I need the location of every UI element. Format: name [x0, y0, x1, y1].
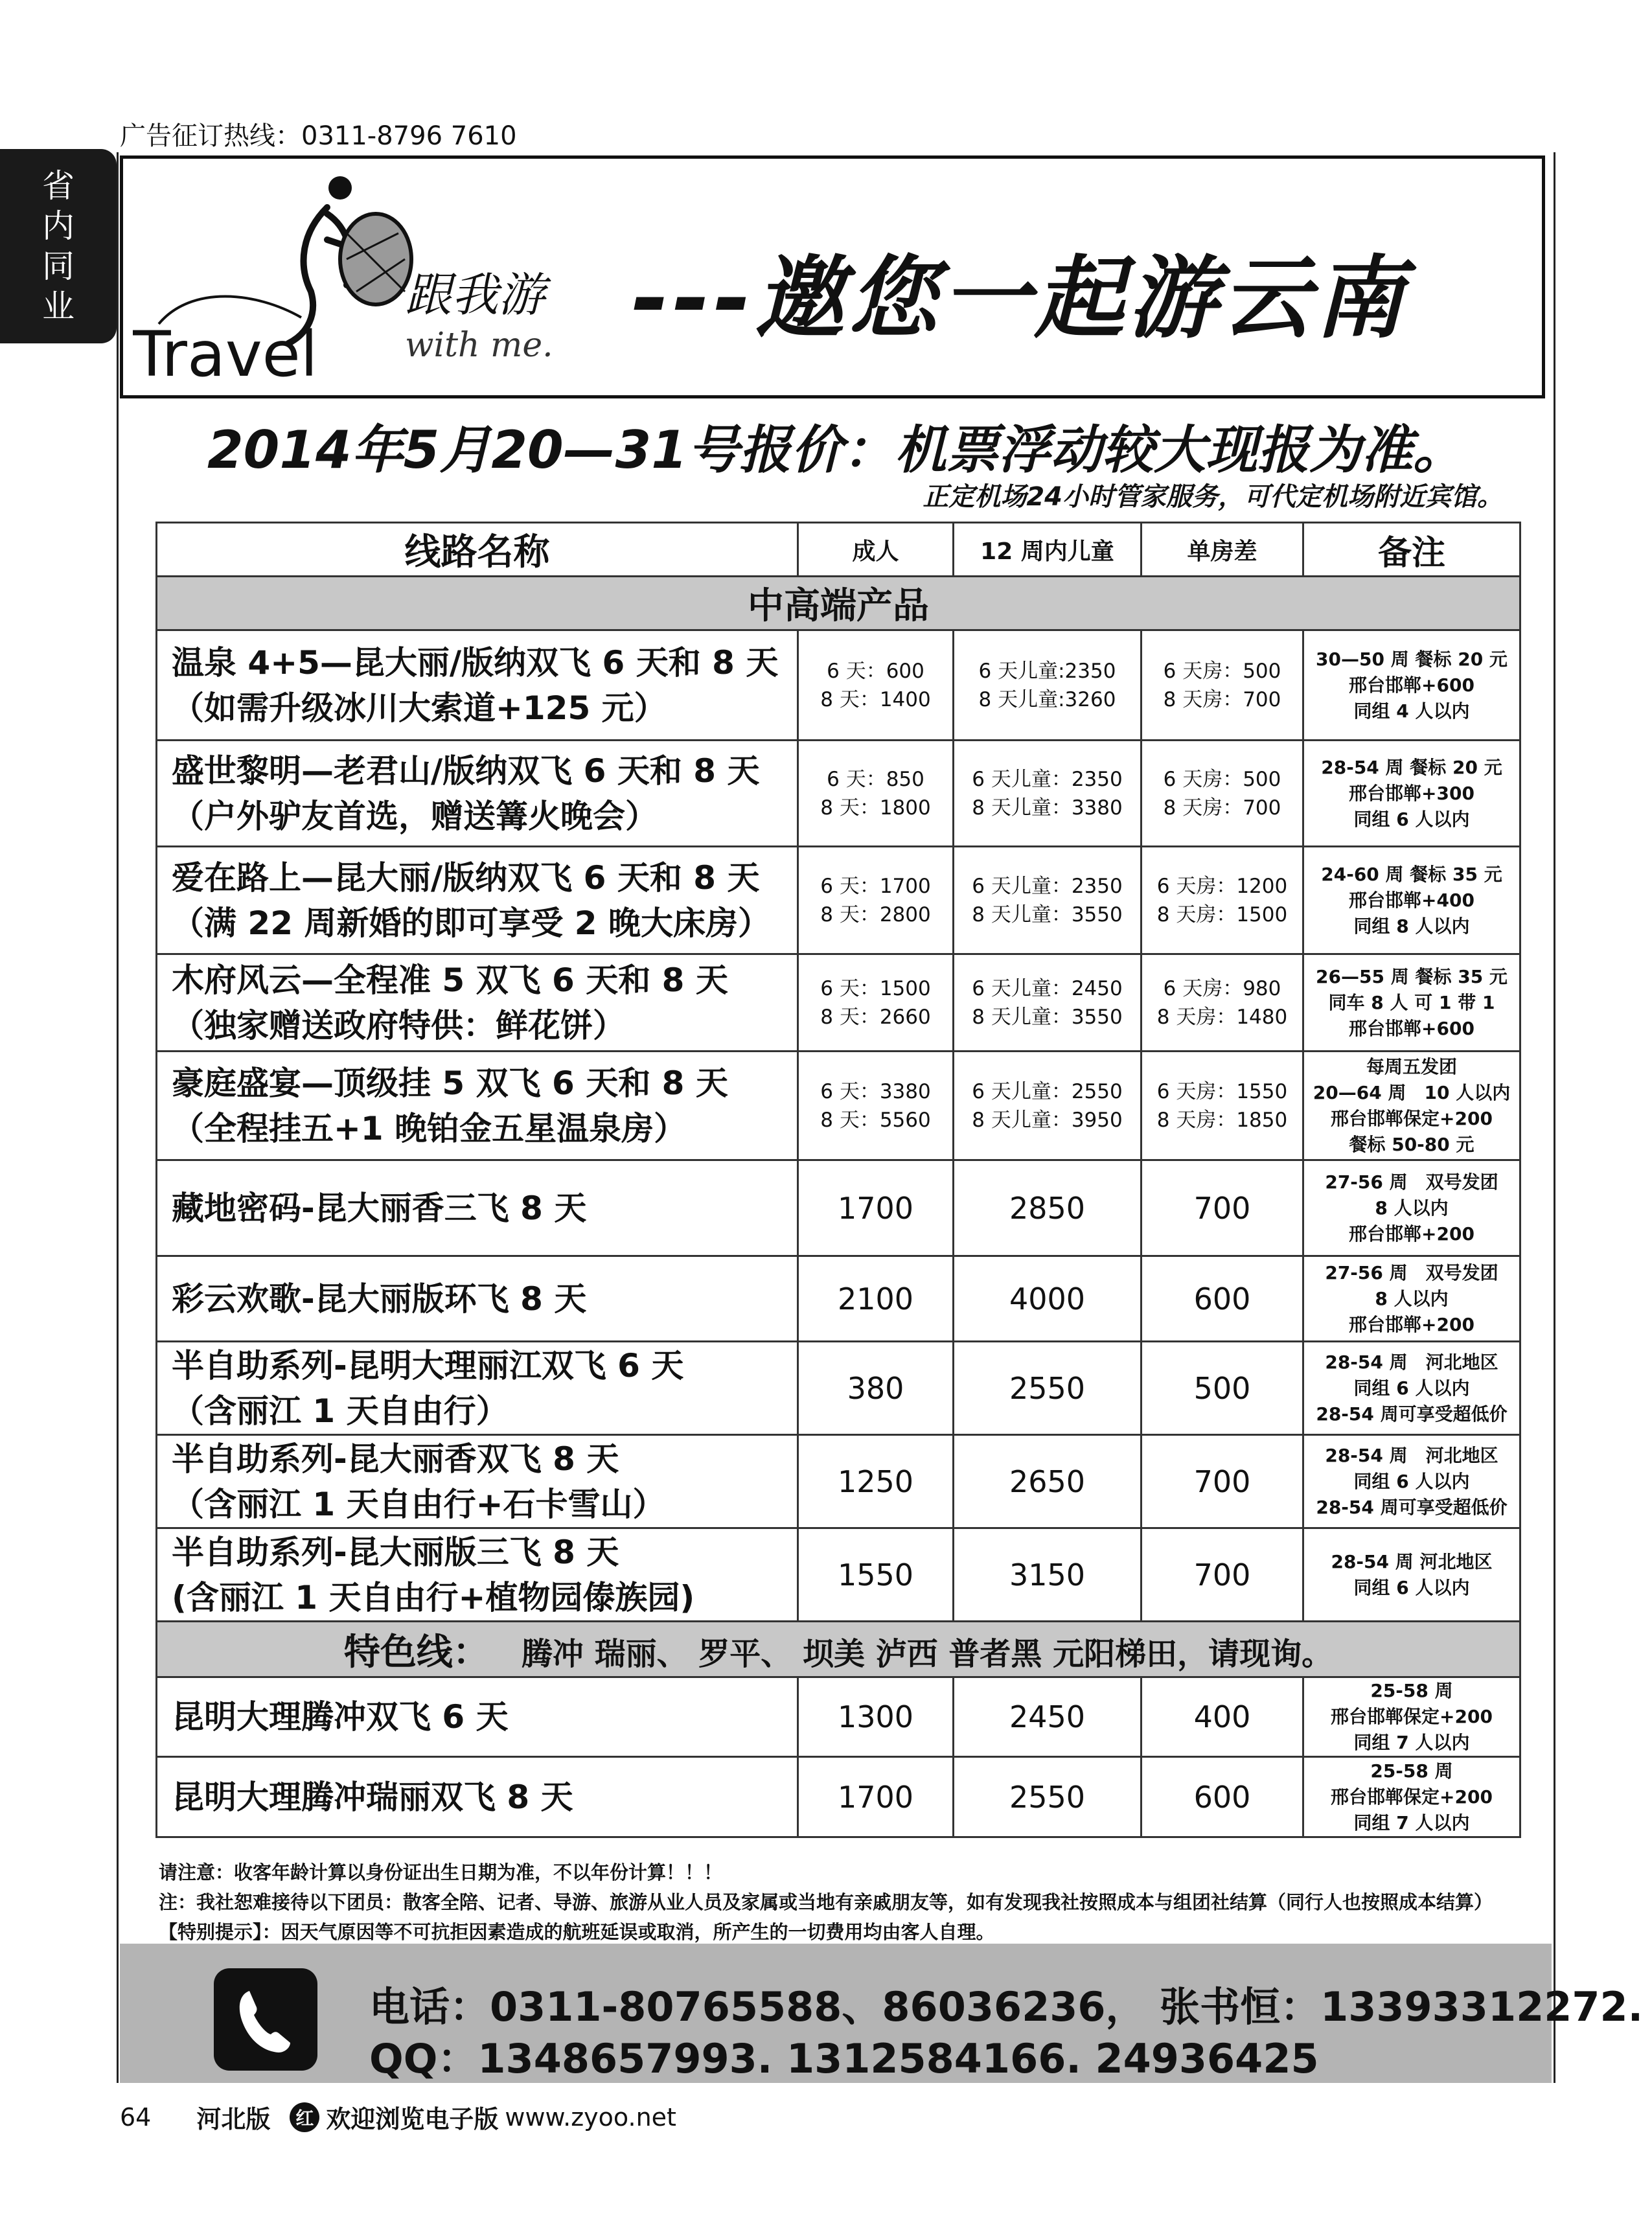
remarks-line: 24-60 周 餐标 35 元: [1321, 863, 1502, 885]
notice-age: 请注意：收客年龄计算以身份证出生日期为准，不以年份计算！！！: [159, 1861, 723, 1883]
notice-exclusion: 注：我社恕难接待以下团员：散客全陪、记者、导游、旅游从业人员及家属或当地有亲戚朋友等，如有发现我社按照成本与组团社结算（同行人也按照成本结算）: [159, 1891, 1493, 1913]
single-supplement-line: 6 天房：500: [1163, 767, 1281, 791]
route-name: [157, 630, 798, 741]
feature-text: 腾冲 瑞丽、 罗平、 坝美 泸西 普者黑 元阳梯田，请现询。: [521, 1635, 1333, 1672]
remarks-line: 28-54 周 河北地区: [1325, 1444, 1498, 1466]
single-supplement-line: 6 天房：500: [1163, 659, 1281, 683]
contact-qq: QQ：1348657993. 1312584166. 24936425: [369, 2035, 1319, 2082]
route-name: [157, 741, 798, 847]
page-number: 64: [120, 2102, 152, 2132]
route-name-line: 温泉 4+5—昆大丽/版纳双飞 6 天和 8 天: [172, 643, 779, 682]
single-supplement-line: 8 天房：700: [1163, 796, 1281, 820]
single-supplement: 500: [1141, 1342, 1303, 1435]
service-note: 正定机场24小时管家服务，可代定机场附近宾馆。: [923, 482, 1503, 512]
price-title: 2014年5月20—31号报价：机票浮动较大现报为准。: [207, 420, 1465, 480]
remarks-line: 每周五发团: [1366, 1055, 1457, 1077]
route-name: [157, 1342, 798, 1435]
route-name: [157, 1435, 798, 1528]
website-link[interactable]: www.zyoo.net: [505, 2102, 676, 2132]
table-row: [157, 1435, 1520, 1528]
remarks-line: 28-54 周 餐标 20 元: [1321, 756, 1502, 778]
logo-backpack-icon: [340, 214, 411, 305]
child-price: 3150: [954, 1528, 1141, 1622]
route-name-line: 豪庭盛宴—顶级挂 5 双飞 6 天和 8 天: [172, 1064, 728, 1102]
table-row: [157, 1342, 1520, 1435]
header-note: 备注: [1303, 523, 1520, 577]
remarks-line: 28-54 周可享受超低价: [1316, 1496, 1508, 1518]
route-name-line: （满 22 周新婚的即可享受 2 晚大床房）: [172, 904, 770, 942]
remarks-line: 邢台邯郸+300: [1349, 782, 1474, 804]
remarks-line: 同组 7 人以内: [1353, 1811, 1470, 1834]
remarks-line: 同车 8 人 可 1 带 1: [1328, 991, 1495, 1013]
adult-price: 1300: [798, 1677, 954, 1757]
adult-price-line: 8 天：5560: [820, 1108, 931, 1132]
child-price-line: 8 天儿童：3950: [972, 1108, 1123, 1132]
single-supplement: [1141, 741, 1303, 847]
child-price-line: 8 天儿童：3550: [972, 1005, 1123, 1029]
adult-price-line: 8 天：2800: [820, 903, 931, 926]
route-name-line: 爱在路上—昆大丽/版纳双飞 6 天和 8 天: [172, 858, 760, 897]
remarks: [1303, 1052, 1520, 1160]
remarks-line: 25-58 周: [1370, 1680, 1453, 1701]
route-name: [157, 1052, 798, 1160]
ad-hotline: 广告征订热线：0311-8796 7610: [120, 121, 517, 151]
adult-price: [798, 847, 954, 954]
remarks-line: 20—64 周 10 人以内: [1313, 1081, 1511, 1103]
child-price: 2850: [954, 1160, 1141, 1256]
slogan: ---邀您一起游云南: [632, 246, 1408, 351]
route-name: [157, 1677, 798, 1757]
remarks: [1303, 630, 1520, 741]
remarks: [1303, 1160, 1520, 1256]
side-tab-char: 业: [42, 288, 75, 325]
table-header-row: [157, 523, 1520, 577]
child-price-line: 8 天儿童：3380: [972, 796, 1123, 820]
route-name: [157, 1256, 798, 1342]
route-name-line: （含丽江 1 天自由行+石卡雪山）: [172, 1485, 665, 1523]
phone-icon: [214, 1968, 317, 2071]
single-supplement: 600: [1141, 1256, 1303, 1342]
route-name-line: 盛世黎明—老君山/版纳双飞 6 天和 8 天: [172, 752, 760, 790]
single-supplement-line: 8 天房：1850: [1156, 1108, 1288, 1132]
single-supplement: 700: [1141, 1528, 1303, 1622]
remarks-line: 邢台邯郸保定+200: [1331, 1706, 1493, 1727]
adult-price-line: 6 天：1500: [820, 976, 931, 1000]
remarks-line: 同组 6 人以内: [1353, 1377, 1470, 1399]
route-name-line: 藏地密码-昆大丽香三飞 8 天: [172, 1189, 587, 1227]
remarks: [1303, 1677, 1520, 1757]
remarks-line: 27-56 周 双号发团: [1325, 1171, 1498, 1193]
feature-label: 特色线：: [343, 1631, 489, 1673]
edition-label: 河北版: [196, 2105, 271, 2133]
remarks: [1303, 847, 1520, 954]
side-tab-char: 省: [42, 167, 75, 205]
route-name-line: （户外驴友首选，赠送篝火晚会）: [172, 797, 658, 835]
route-name-line: (含丽江 1 天自由行+植物园傣族园): [172, 1578, 695, 1616]
adult-price-line: 6 天：3380: [820, 1079, 931, 1103]
route-name: [157, 847, 798, 954]
child-price: 2550: [954, 1757, 1141, 1837]
adult-price: 1700: [798, 1160, 954, 1256]
single-supplement-line: 8 天房：700: [1163, 687, 1281, 711]
route-name-line: 半自助系列-昆大丽香双飞 8 天: [172, 1440, 619, 1478]
remarks-line: 同组 6 人以内: [1353, 1576, 1470, 1598]
child-price-line: 6 天儿童：2350: [972, 874, 1123, 898]
remarks-line: 餐标 50-80 元: [1349, 1133, 1474, 1155]
section-title: 中高端产品: [157, 577, 1520, 630]
remarks-line: 28-54 周 河北地区: [1331, 1550, 1493, 1572]
child-price: [954, 954, 1141, 1052]
remarks-line: 同组 8 人以内: [1353, 915, 1470, 937]
route-name: [157, 954, 798, 1052]
table-row: [157, 741, 1520, 847]
single-supplement: [1141, 954, 1303, 1052]
child-price-line: 8 天儿童：3550: [972, 903, 1123, 926]
single-supplement-line: 8 天房：1500: [1156, 903, 1288, 926]
logo-with-me-text: with me.: [405, 326, 553, 365]
welcome-text: 欢迎浏览电子版: [326, 2105, 499, 2133]
child-price: [954, 1052, 1141, 1160]
remarks-line: 8 人以内: [1375, 1197, 1449, 1219]
remarks: [1303, 741, 1520, 847]
remarks-line: 同组 6 人以内: [1353, 1470, 1470, 1492]
remarks-line: 同组 4 人以内: [1353, 700, 1470, 722]
single-supplement: 400: [1141, 1677, 1303, 1757]
badge-icon: 红: [290, 2102, 319, 2132]
adult-price: 380: [798, 1342, 954, 1435]
route-name-line: 昆明大理腾冲双飞 6 天: [172, 1698, 509, 1736]
adult-price-line: 8 天：2660: [820, 1005, 931, 1029]
single-supplement: [1141, 630, 1303, 741]
single-supplement: 700: [1141, 1160, 1303, 1256]
adult-price: [798, 954, 954, 1052]
remarks-line: 8 人以内: [1375, 1287, 1449, 1309]
remarks-line: 27-56 周 双号发团: [1325, 1261, 1498, 1283]
table-row: [157, 1160, 1520, 1256]
route-name: [157, 1528, 798, 1622]
child-price: 4000: [954, 1256, 1141, 1342]
remarks-line: 邢台邯郸保定+200: [1331, 1786, 1493, 1808]
feature-section: [157, 1622, 1520, 1677]
contact-phone: 电话：0311-80765588、86036236， 张书恒：13393312272.: [369, 1983, 1644, 2030]
section-side-tab: [0, 149, 117, 343]
remarks: [1303, 1528, 1520, 1622]
table-row: [157, 1256, 1520, 1342]
remarks-line: 邢台邯郸+600: [1349, 1017, 1474, 1039]
remarks: [1303, 1342, 1520, 1435]
child-price: 2450: [954, 1677, 1141, 1757]
adult-price: 1550: [798, 1528, 954, 1622]
child-price: [954, 741, 1141, 847]
adult-price: [798, 1052, 954, 1160]
page-footer: [120, 2099, 676, 2135]
route-name-line: （含丽江 1 天自由行）: [172, 1392, 509, 1430]
single-supplement: [1141, 847, 1303, 954]
child-price: [954, 630, 1141, 741]
logo-head-icon: [328, 176, 352, 200]
notice-weather: 【特别提示】：因天气原因等不可抗拒因素造成的航班延误或取消，所产生的一切费用均由客人自理。: [159, 1921, 995, 1943]
remarks-line: 28-54 周 河北地区: [1325, 1351, 1498, 1373]
adult-price-line: 6 天：600: [827, 659, 924, 683]
route-name-line: 半自助系列-昆大丽版三飞 8 天: [172, 1533, 619, 1571]
adult-price: [798, 630, 954, 741]
travel-logo: [133, 162, 625, 392]
logo-cn-text: 跟我游: [405, 268, 545, 322]
route-name: [157, 1757, 798, 1837]
side-tab-char: 同: [42, 247, 75, 285]
adult-price-line: 6 天：1700: [820, 874, 931, 898]
child-price-line: 6 天儿童：2350: [972, 767, 1123, 791]
single-supplement-line: 6 天房：980: [1163, 976, 1281, 1000]
remarks-line: 邢台邯郸+200: [1349, 1313, 1474, 1335]
remarks-line: 邢台邯郸+400: [1349, 889, 1474, 911]
child-price-line: 6 天儿童:2350: [978, 659, 1116, 683]
route-name: [157, 1160, 798, 1256]
header-child: 12 周内儿童: [954, 523, 1141, 577]
single-supplement-line: 6 天房：1200: [1156, 874, 1288, 898]
route-name-line: （独家赠送政府特供：鲜花饼）: [172, 1006, 625, 1044]
table-row: [157, 847, 1520, 954]
remarks-line: 同组 6 人以内: [1353, 808, 1470, 830]
route-name-line: 昆明大理腾冲瑞丽双飞 8 天: [172, 1778, 573, 1816]
remarks-line: 邢台邯郸+600: [1349, 674, 1474, 696]
child-price: [954, 847, 1141, 954]
single-supplement: 700: [1141, 1435, 1303, 1528]
child-price-line: 6 天儿童：2450: [972, 976, 1123, 1000]
remarks: [1303, 1435, 1520, 1528]
remarks-line: 邢台邯郸保定+200: [1331, 1107, 1493, 1129]
table-row: [157, 1052, 1520, 1160]
adult-price-line: 8 天：1800: [820, 796, 931, 820]
table-row: [157, 1528, 1520, 1622]
remarks-line: 28-54 周可享受超低价: [1316, 1403, 1508, 1425]
section-row: [157, 577, 1520, 630]
header-single: 单房差: [1141, 523, 1303, 577]
table-row: [157, 630, 1520, 741]
child-price-line: 6 天儿童：2550: [972, 1079, 1123, 1103]
section-row: [157, 1622, 1520, 1677]
table-row: [157, 1757, 1520, 1837]
route-name-line: （如需升级冰川大索道+125 元）: [172, 689, 667, 727]
remarks-line: 30—50 周 餐标 20 元: [1316, 648, 1508, 670]
child-price: 2550: [954, 1342, 1141, 1435]
adult-price: 1250: [798, 1435, 954, 1528]
remarks-line: 同组 7 人以内: [1353, 1732, 1470, 1753]
adult-price-line: 8 天：1400: [820, 687, 931, 711]
remarks: [1303, 1256, 1520, 1342]
remarks: [1303, 954, 1520, 1052]
adult-price: 1700: [798, 1757, 954, 1837]
route-name-line: 彩云欢歌-昆大丽版环飞 8 天: [172, 1280, 587, 1318]
single-supplement-line: 8 天房：1480: [1156, 1005, 1288, 1029]
remarks-line: 26—55 周 餐标 35 元: [1316, 965, 1508, 987]
table-row: [157, 954, 1520, 1052]
table-row: [157, 1677, 1520, 1757]
side-tab-char: 内: [42, 207, 75, 245]
logo-en-text: Travel: [133, 318, 318, 391]
route-name-line: （全程挂五+1 晚铂金五星温泉房）: [172, 1109, 687, 1147]
single-supplement: [1141, 1052, 1303, 1160]
child-price: 2650: [954, 1435, 1141, 1528]
remarks: [1303, 1757, 1520, 1837]
header-adult: 成人: [798, 523, 954, 577]
adult-price: 2100: [798, 1256, 954, 1342]
header-route: 线路名称: [157, 523, 798, 577]
price-table: [155, 522, 1521, 1838]
route-name-line: 木府风云—全程准 5 双飞 6 天和 8 天: [172, 961, 728, 999]
single-supplement: 600: [1141, 1757, 1303, 1837]
adult-price-line: 6 天：850: [827, 767, 924, 791]
remarks-line: 邢台邯郸+200: [1349, 1223, 1474, 1245]
child-price-line: 8 天儿童:3260: [978, 687, 1116, 711]
single-supplement-line: 6 天房：1550: [1156, 1079, 1288, 1103]
remarks-line: 25-58 周: [1370, 1760, 1453, 1782]
route-name-line: 半自助系列-昆明大理丽江双飞 6 天: [172, 1346, 684, 1385]
adult-price: [798, 741, 954, 847]
